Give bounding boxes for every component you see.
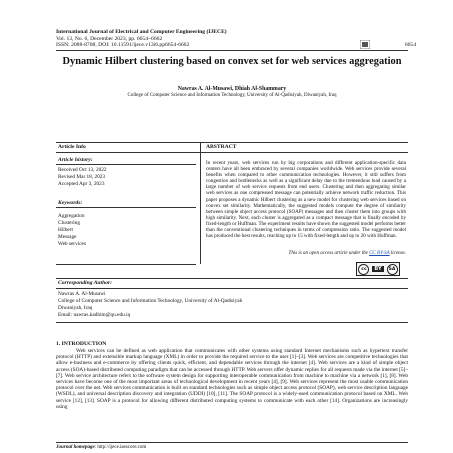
corresponding-heading-rule: [56, 288, 408, 289]
cc-license-badge[interactable]: [356, 262, 400, 276]
corresponding-name: Nawras A. Al-Musawi: [58, 291, 106, 297]
by-icon: BY: [374, 266, 382, 272]
info-box-heading-rule: [56, 152, 408, 153]
article-info-heading: Article Info: [58, 144, 86, 150]
keyword-item: Aggregation: [58, 213, 85, 219]
abstract-text: In recent years, web services run by big corporations and different application-specific data centers have all been embraced by several companies worldwide. Web services provide several benefits when compared to other communication technologies. However, it still suffers from congestion and bottlenecks as well as a significant delay due to the tremendous load caused by a large number of web service requests from end users. Clustering and then aggregating similar web services as one compressed message can potentially achieve network traffic reduction. This paper proposes a dynamic Hilbert clustering as a new model for clustering web services based on convex set similarity. Mathematically, the suggested models compute the degree of similarity between simple object access protocol (SOAP) messages and then cluster them into groups with high similarity. Next, each cluster is aggregated as a compact message that is finally encoded by fixed-length or Huffman. The experiment results have shown the suggested model performs better than the conventional clustering techniques in terms of compression ratio. The suggested model has produced the best results, reaching up to 15 with fixed-length and up to 20 with Huffman.: [206, 160, 406, 240]
sa-icon: SA: [387, 264, 398, 275]
corresponding-affiliation: College of Computer Science and Information Technology, University of Al-Qadisiyah: [58, 298, 243, 304]
section-heading: 1. INTRODUCTION: [56, 341, 107, 347]
header-divider: [56, 50, 408, 51]
footer-label: Journal homepage: [56, 445, 95, 450]
license-link[interactable]: CC BY-SA: [369, 251, 390, 256]
keywords-label: Keywords:: [58, 200, 83, 206]
keyword-item: Clustering: [58, 220, 81, 226]
footer-url[interactable]: : http://ijece.iaescore.com: [94, 445, 147, 450]
history-received: Received Oct 13, 2022: [58, 167, 107, 173]
introduction-text: Web services can be defined as web application that communicates with other systems using standard Internet mechanisms such as hypertext transfer protocol (HTTP) and extensible markup language (XML) in order to provide the required service to the user [1]–[3]. Web services are competitive technologies that allow e-business and e-commerce by offering clients quick, efficient, and dependable services through the internet [4]. Web services are a kind of simple object access (SOA)-based distributed computing paradigm that can be accessed through HTTP. Web servers offer dynamic replies for all requests made via the internet [5]–[7]. Web service architecture refers to the software system design for supporting interoperable communication from machine to machine via a network [1], [8]. Web services have become one of the most important areas of technological development in recent years [4], [9]. Web services represent the most usable communication protocol over the net. Web services communication is built on standard technologies such as simple object access protocol (SOAP), web service description language (WSDL), and universal description discovery and integration (UDDI) [10], [11]. The SOAP protocol is a widely-used communication protocol based on XML. Web service [12], [13]. SOAP is a protocol for allowing different distributed computing systems to communicate with each other [14]. Organizations are increasingly using: [56, 348, 408, 410]
history-accepted: Accepted Apr 3, 2023: [58, 181, 105, 187]
info-box-bottom-rule: [56, 264, 196, 265]
corresponding-city: Diwaniyah, Iraq: [58, 305, 93, 311]
abstract-heading: ABSTRACT: [206, 144, 237, 150]
footer-divider: [56, 442, 408, 443]
cc-icon: cc: [358, 264, 369, 275]
issn-doi: ISSN: 2088-8708, DOI: 10.11591/ijece.v13i6.pp6654-6662: [56, 42, 190, 49]
page-number: 6654: [404, 42, 416, 49]
paper-authors: Nawras A. Al-Musawi, Dhiah Al-Shammary: [177, 86, 287, 92]
info-box-top-rule: [56, 142, 408, 143]
corresponding-bottom-rule: [56, 322, 408, 323]
history-revised: Revised Mar 18, 2023: [58, 174, 106, 180]
license-suffix: license.: [389, 251, 406, 256]
history-label: Article history:: [58, 157, 93, 163]
corresponding-label: Corresponding Author:: [58, 280, 113, 286]
journal-name: International Journal of Electrical and Computer Engineering (IJECE): [56, 29, 227, 35]
keywords-rule: [56, 207, 196, 208]
paper-title: Dynamic Hilbert clustering based on convex set for web services aggregation: [62, 56, 402, 67]
info-abstract-divider: [200, 142, 201, 264]
volume-line: Vol. 13, No. 6, December 2023, pp. 6654~6662: [56, 35, 163, 42]
keyword-item: Message: [58, 234, 77, 240]
keyword-item: Web services: [58, 241, 86, 247]
keyword-item: Hilbert: [58, 227, 74, 233]
license-line: [206, 251, 406, 256]
journal-logo-icon: [360, 40, 370, 49]
history-rule: [56, 164, 196, 165]
paper-affiliation: College of Computer Science and Information Technology, University of Al-Qadisiyah, Diwaniyah, Iraq: [127, 93, 337, 98]
license-prefix: This is an open access article under the: [288, 251, 370, 256]
corresponding-email[interactable]: Email: nawras.kadhim@qu.edu.iq: [58, 312, 131, 318]
journal-footer: [56, 445, 146, 450]
corresponding-top-rule: [56, 278, 408, 279]
